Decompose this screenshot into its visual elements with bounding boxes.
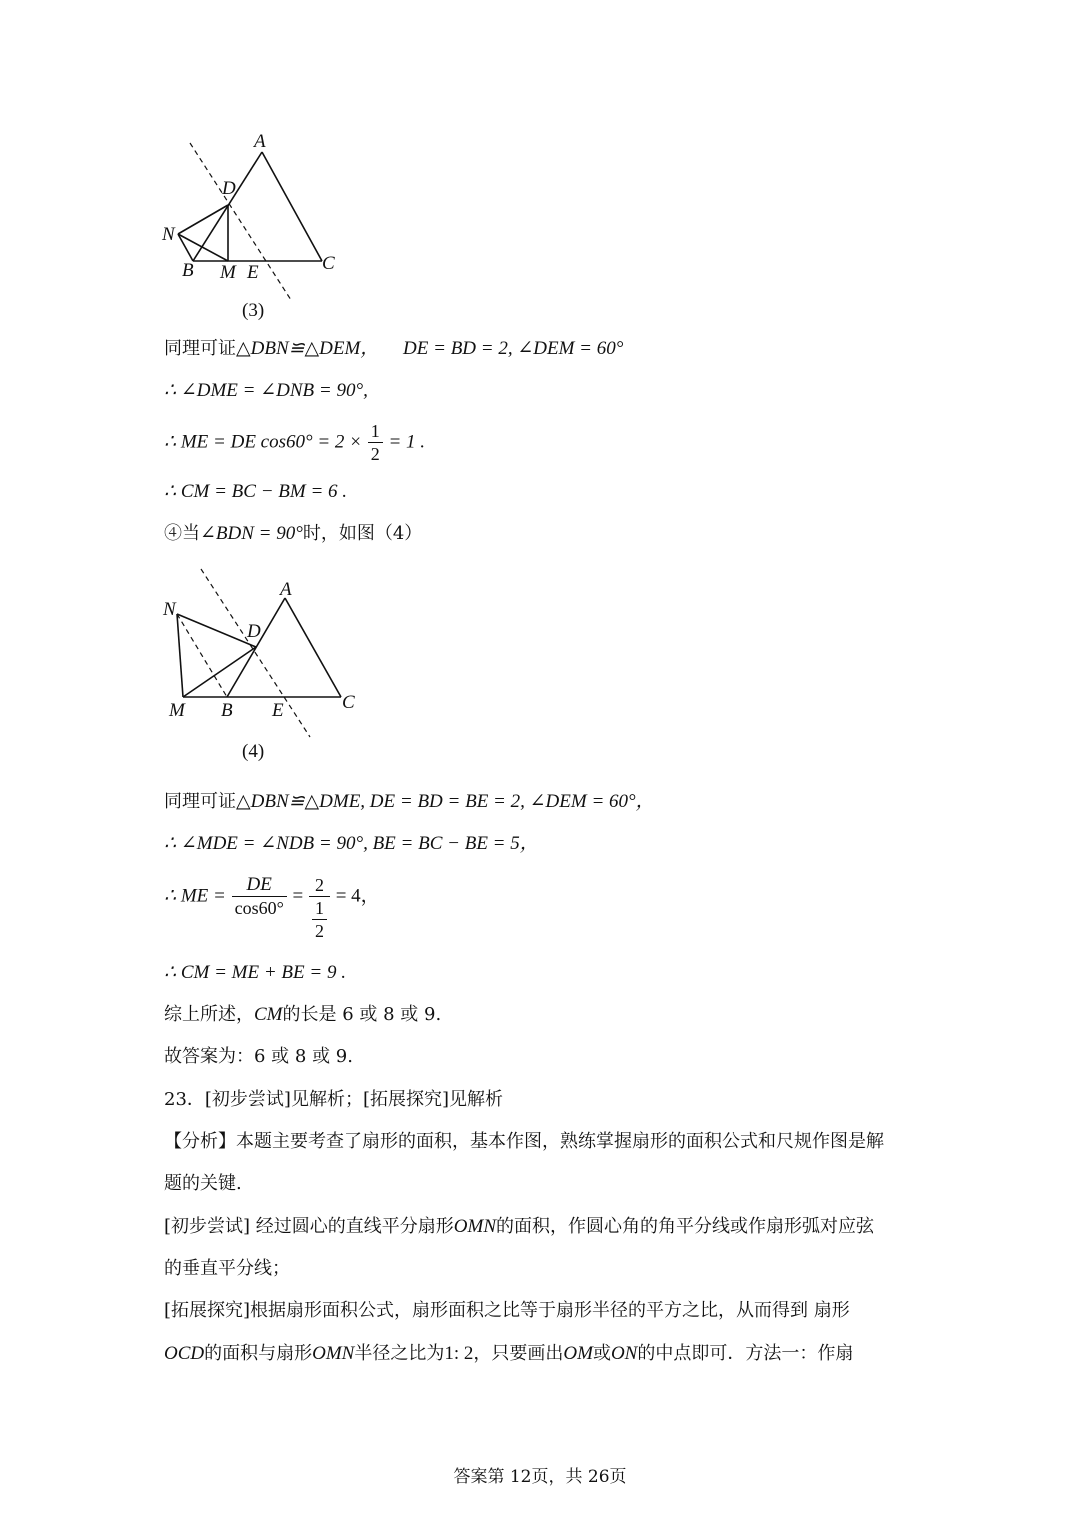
text-line-5: ④当∠BDN = 90°时，如图（4） bbox=[164, 523, 423, 544]
math-l3-post: = 1 . bbox=[388, 431, 426, 453]
text-line-1 bbox=[164, 336, 623, 362]
segment-NM bbox=[177, 614, 183, 697]
figure-3 bbox=[150, 125, 370, 305]
fraction-compound: $\frac{2}{\frac{1}{2}}$ bbox=[309, 874, 330, 942]
text-line-14: 题的关键. bbox=[164, 1173, 242, 1194]
text-line-6: 同理可证△DBN≌△DME, DE = BD = BE = 2, ∠DEM = 60°， bbox=[164, 791, 655, 812]
label-E: E bbox=[247, 262, 259, 283]
text-line-12: 23．[初步尝试]见解析；[拓展探究]见解析 bbox=[164, 1089, 503, 1110]
fraction-de-over-cos: $\frac{DE}{\cos 60^\circ}$ bbox=[232, 874, 287, 919]
segment-ND bbox=[178, 205, 228, 234]
label-A: A bbox=[254, 131, 266, 152]
segment-MD bbox=[183, 647, 256, 697]
label-C: C bbox=[322, 253, 335, 274]
segment-AC bbox=[262, 152, 322, 261]
figure-3-diagram bbox=[150, 125, 370, 305]
label-B: B bbox=[221, 700, 233, 721]
segment-AC bbox=[285, 598, 341, 697]
text-line-18: OCD的面积与扇形OMN半径之比为1: 2，只要画出OM或ON的中点即可．方法一：作扇 bbox=[164, 1343, 854, 1364]
label-M: M bbox=[220, 262, 236, 283]
text-line-8: ∴ ME = $\frac{DE}{\cos 60^\circ}$ = $\frac{2}{\frac{1}{2}}$ = 4， bbox=[164, 874, 380, 941]
text-line-11: 故答案为：6 或 8 或 9. bbox=[164, 1046, 353, 1067]
text-line-17: [拓展探究]根据扇形面积公式，扇形面积之比等于扇形半径的平方之比，从而得到 扇形 bbox=[164, 1300, 850, 1321]
text-line-2: ∴ ∠DME = ∠DNB = 90°, bbox=[164, 380, 368, 401]
figure-4 bbox=[155, 565, 375, 745]
text-line-9: ∴ CM = ME + BE = 9 . bbox=[164, 962, 346, 983]
text-line-16: 的垂直平分线； bbox=[164, 1258, 290, 1279]
text-line-15: [初步尝试] 经过圆心的直线平分扇形OMN的面积，作圆心角的角平分线或作扇形弧对应弦 bbox=[164, 1216, 874, 1237]
page-footer: 答案第 12页，共 26页 bbox=[453, 1467, 627, 1487]
label-N: N bbox=[163, 599, 176, 620]
text-l1: 同理可证 bbox=[164, 338, 236, 359]
math-l3-pre: ∴ ME = DE cos60° = 2 × bbox=[164, 431, 362, 453]
label-E: E bbox=[272, 700, 284, 721]
label-N: N bbox=[162, 224, 175, 245]
label-D: D bbox=[247, 621, 261, 642]
fraction-one-half: $\frac{1}{2}$ bbox=[368, 420, 383, 465]
figure-4-diagram bbox=[155, 565, 375, 745]
segment-ND bbox=[177, 614, 256, 647]
math-l1a: △DBN≌△DEM， bbox=[236, 338, 380, 359]
text-line-10: 综上所述，CM的长是 6 或 8 或 9. bbox=[164, 1004, 442, 1025]
label-M: M bbox=[169, 700, 185, 721]
text-line-13: 【分析】本题主要考查了扇形的面积，基本作图，熟练掌握扇形的面积公式和尺规作图是解 bbox=[164, 1131, 884, 1152]
label-A: A bbox=[280, 579, 292, 600]
dashed-line bbox=[201, 569, 310, 737]
label-D: D bbox=[222, 178, 236, 199]
math-l1b: DE = BD = 2, ∠DEM = 60° bbox=[403, 338, 624, 359]
label-B: B bbox=[182, 260, 194, 281]
text-line-4: ∴ CM = BC − BM = 6 . bbox=[164, 481, 348, 502]
figure-4-caption: (4) bbox=[242, 741, 265, 762]
figure-3-caption: (3) bbox=[242, 300, 265, 321]
label-C: C bbox=[342, 692, 355, 713]
dashed-line bbox=[190, 143, 291, 300]
text-line-7: ∴ ∠MDE = ∠NDB = 90°, BE = BC − BE = 5， bbox=[164, 833, 539, 854]
text-line-3 bbox=[164, 420, 425, 465]
